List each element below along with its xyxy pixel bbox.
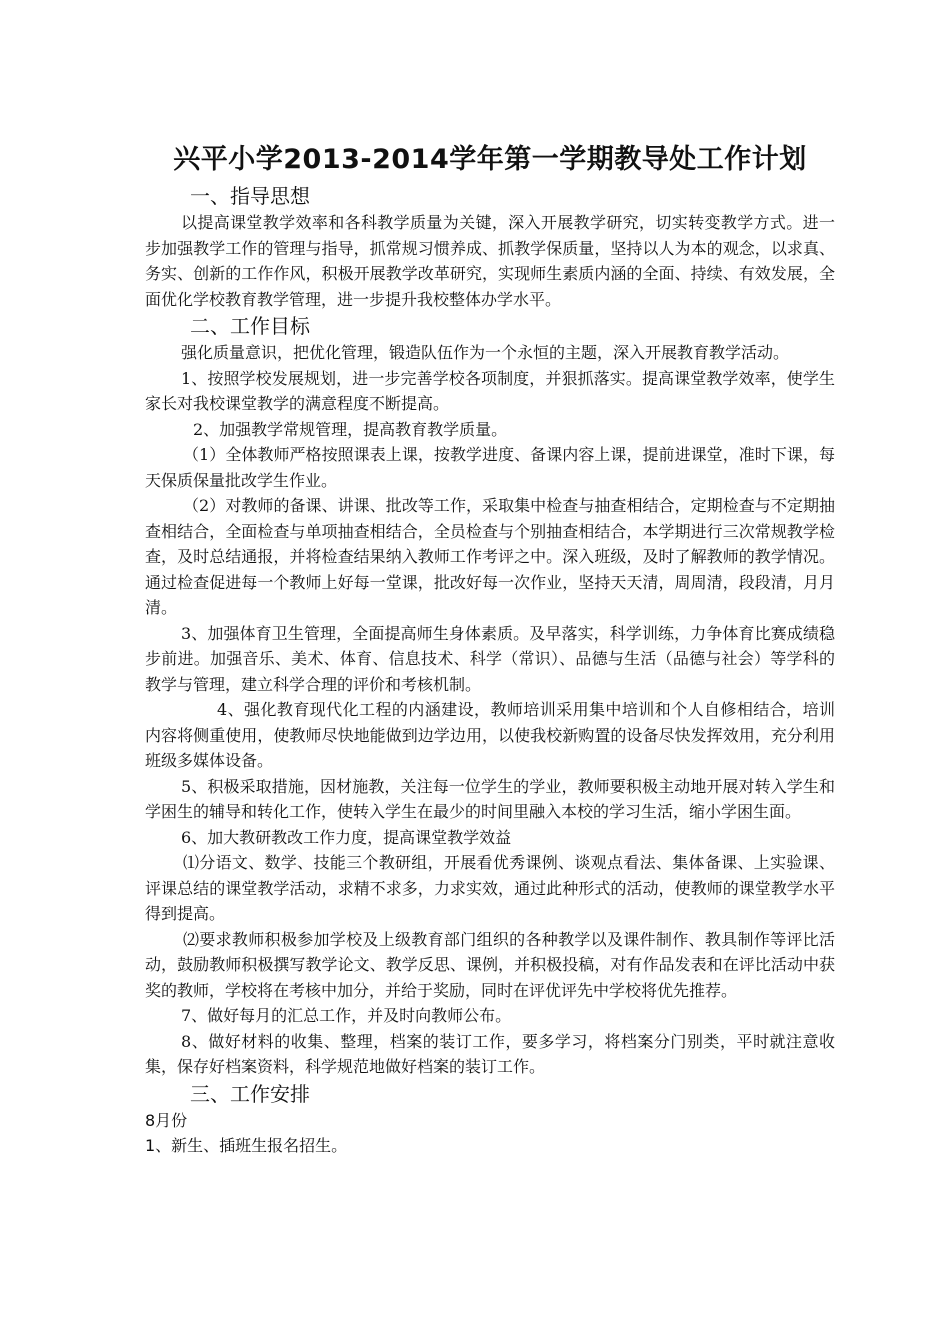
- paragraph: （2）对教师的备课、讲课、批改等工作，采取集中检查与抽查相结合，定期检查与不定期抽查相结合，全面检查与单项抽查相结合，全员检查与个别抽查相结合，本学期进行三次常规教学检查，及时总结通报，并将检查结果纳入教师工作考评之中。深入班级，及时了解教师的教学情况。通过检查促进每一个教师上好每一堂课，批改好每一次作业，坚持天天清，周周清，段段清，月月清。: [145, 496, 835, 617]
- section-heading: 一、指导思想: [190, 184, 310, 208]
- section-goals: [145, 312, 835, 1080]
- paragraph: 强化质量意识，把优化管理，锻造队伍作为一个永恒的主题，深入开展教育教学活动。: [181, 343, 790, 362]
- paragraph: 5、积极采取措施，因材施教，关注每一位学生的学业，教师要积极主动地开展对转入学生和学困生的辅导和转化工作，使转入学生在最少的时间里融入本校的学习生活，缩小学困生面。: [145, 776, 835, 821]
- document-page: [145, 140, 835, 1159]
- schedule-item: 1、新生、插班生报名招生。: [145, 1136, 348, 1155]
- paragraph: 3、加强体育卫生管理，全面提高师生身体素质。及早落实，科学训练，力争体育比赛成绩稳步前进。加强音乐、美术、体育、信息技术、科学（常识）、品德与生活（品德与社会）等学科的教学与管理，建立科学合理的评价和考核机制。: [145, 623, 835, 694]
- paragraph: ⑵要求教师积极参加学校及上级教育部门组织的各种教学以及课件制作、教具制作等评比活动，鼓励教师积极撰写教学论文、教学反思、课例，并积极投稿，对有作品发表和在评比活动中获奖的教师，学校将在考核中加分，并给于奖励，同时在评优评先中学校将优先推荐。: [145, 929, 835, 1000]
- paragraph: 以提高课堂教学效率和各科教学质量为关键，深入开展教学研究，切实转变教学方式。进一步加强教学工作的管理与指导，抓常规习惯养成、抓教学保质量，坚持以人为本的观念，以求真、务实、创新的工作作风，积极开展教学改革研究，实现师生素质内涵的全面、持续、有效发展，全面优化学校教育教学管理，进一步提升我校整体办学水平。: [145, 213, 835, 309]
- section-guide: [145, 182, 835, 312]
- paragraph: ⑴分语文、数学、技能三个教研组，开展看优秀课例、谈观点看法、集体备课、上实验课、评课总结的课堂教学活动，求精不求多，力求实效，通过此种形式的活动，使教师的课堂教学水平得到提高。: [145, 853, 835, 923]
- paragraph: 4、强化教育现代化工程的内涵建设，教师培训采用集中培训和个人自修相结合，培训内容将侧重使用，使教师尽快地能做到边学边用，以使我校新购置的设备尽快发挥效用，充分利用班级多媒体设备。: [145, 700, 835, 770]
- paragraph: 2、加强教学常规管理，提高教育教学质量。: [193, 419, 508, 439]
- section-heading: 二、工作目标: [190, 314, 310, 338]
- section-heading: 三、工作安排: [190, 1081, 310, 1106]
- paragraph: 1、按照学校发展规划，进一步完善学校各项制度，并狠抓落实。提高课堂教学效率，使学生家长对我校课堂教学的满意程度不断提高。: [145, 368, 835, 413]
- document-title: 兴平小学2013-2014学年第一学期教导处工作计划: [173, 144, 807, 175]
- paragraph: 8、做好材料的收集、整理，档案的装订工作，要多学习，将档案分门别类，平时就注意收集，保存好档案资料，科学规范地做好档案的装订工作。: [145, 1031, 835, 1076]
- paragraph: 6、加大教研教改工作力度，提高课堂教学效益: [181, 827, 512, 847]
- month-label: 8月份: [145, 1110, 188, 1130]
- paragraph: 7、做好每月的汇总工作，并及时向教师公布。: [181, 1006, 512, 1025]
- section-schedule: [145, 1080, 835, 1159]
- paragraph: （1）全体教师严格按照课表上课，按教学进度、备课内容上课，提前进课堂，准时下课，每天保质保量批改学生作业。: [145, 445, 835, 490]
